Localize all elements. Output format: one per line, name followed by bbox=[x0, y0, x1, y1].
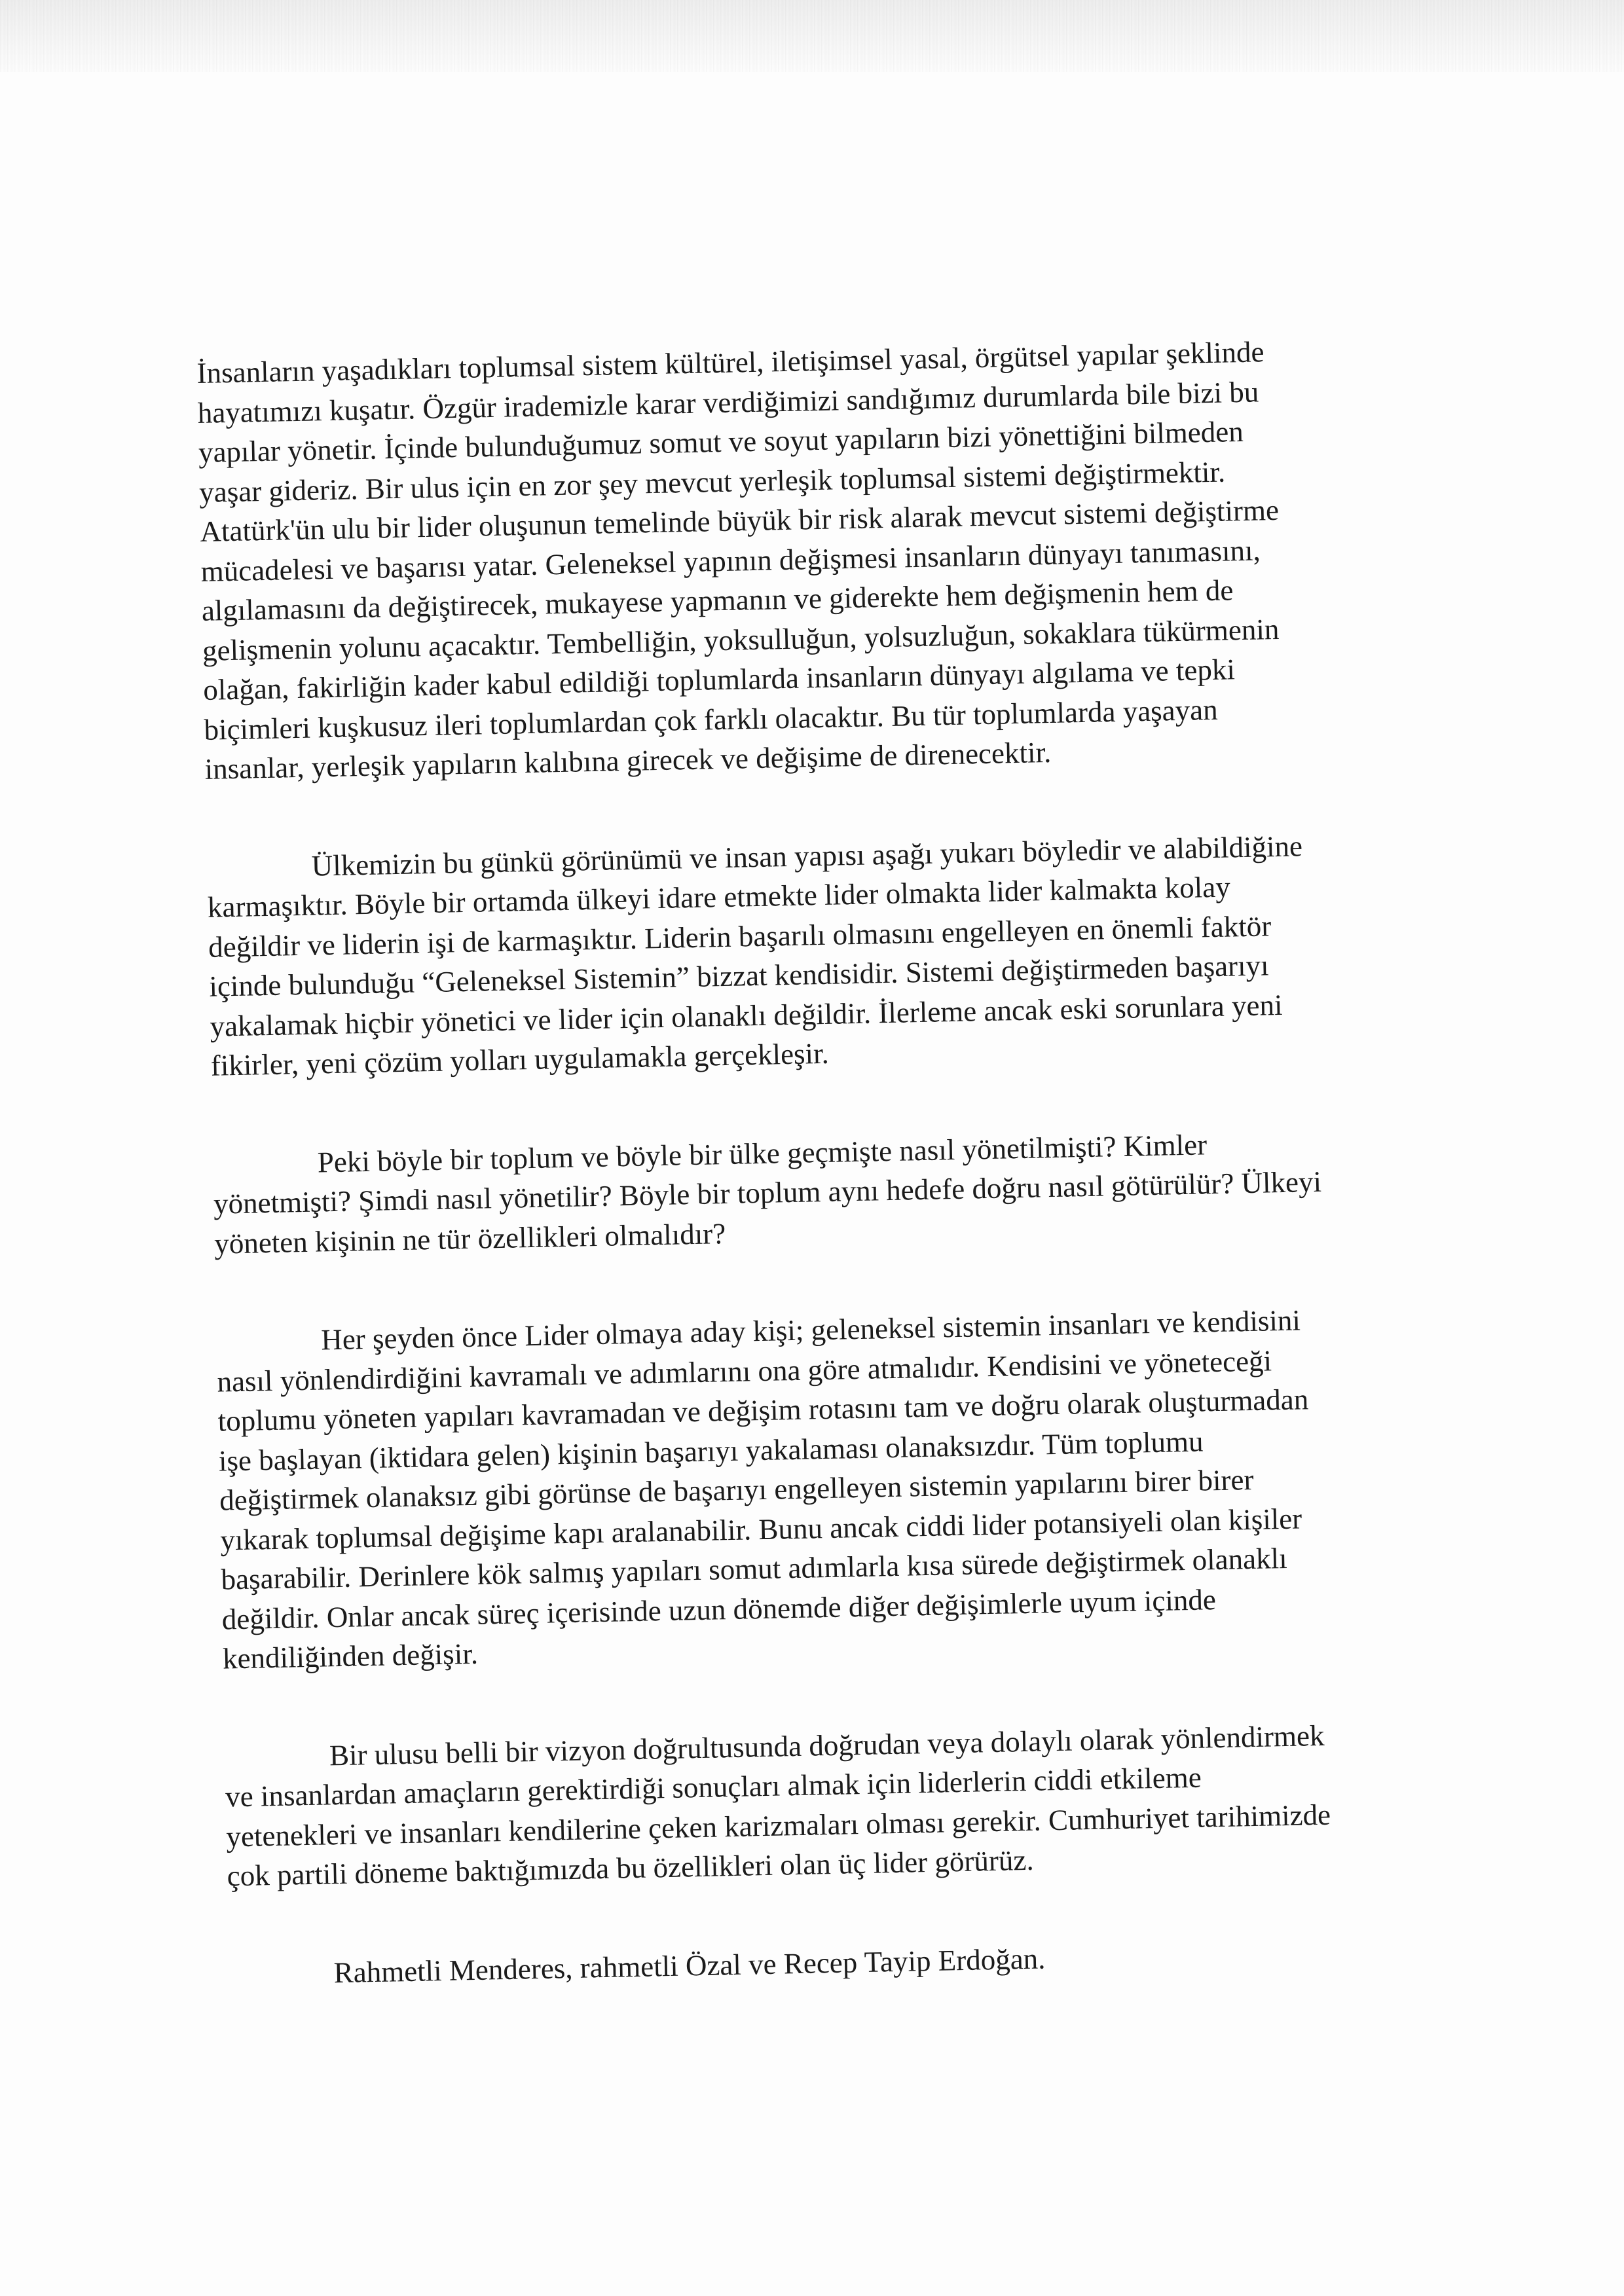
text-line: insanlar, yerleşik yapıların kalıbına girecek ve değişime de direnecektir. bbox=[204, 735, 1052, 786]
text-line: içinde bulunduğu “Geleneksel Sistemin” bizzat kendisidir. Sistemi değiştirmeden başarıyı bbox=[208, 949, 1269, 1003]
text-line: nasıl yönlendirdiğini kavramalı ve adımlarını ona göre atmalıdır. Kendisini ve yöneteceği bbox=[217, 1343, 1272, 1398]
text-line: yakalamak hiçbir yönetici ve lider için olanaklı değildir. İlerleme ancak eski sorunlara yeni bbox=[210, 988, 1283, 1043]
text-line: yetenekleri ve insanları kendilerine çeken karizmaları olması gerekir. Cumhuriyet tarihimizde bbox=[225, 1798, 1331, 1853]
text-line: Atatürk'ün ulu bir lider oluşunun temelinde büyük bir risk alarak mevcut sistemi değiştirme bbox=[199, 493, 1280, 548]
text-line: yıkarak toplumsal değişime kapı aralanabilir. Bunu ancak ciddi lider potansiyeli olan kişiler bbox=[219, 1501, 1302, 1557]
text-line: ve insanlardan amaçların gerektirdiği sonuçları almak için liderlerin ciddi etkileme bbox=[225, 1760, 1202, 1813]
text-line: Ülkemizin bu günkü görünümü ve insan yapısı aşağı yukarı böyledir ve alabildiğine bbox=[311, 829, 1303, 883]
text-line: yönetmişti? Şimdi nasıl yönetilir? Böyle bir toplum aynı hedefe doğru nasıl götürülür? Ülkeyi bbox=[213, 1165, 1322, 1220]
text-line: hayatımızı kuşatır. Özgür irademizle karar verdiğimizi sandığımız durumlarda bile bizi bu bbox=[197, 374, 1259, 429]
paragraph-5 bbox=[224, 1713, 1484, 1896]
text-line: işe başlayan (iktidara gelen) kişinin başarıyı yakalaması olanaksızdır. Tüm toplumu bbox=[218, 1424, 1204, 1478]
text-line: biçimleri kuşkusuz ileri toplumlardan çok farklı olacaktır. Bu tür toplumlarda yaşayan bbox=[204, 693, 1219, 746]
text-line: karmaşıktır. Böyle bir ortamda ülkeyi idare etmekte lider olmakta lider kalmakta kolay bbox=[207, 870, 1231, 924]
text-line: İnsanların yaşadıkları toplumsal sistem kültürel, iletişimsel yasal, örgütsel yapılar şeklinde bbox=[196, 335, 1264, 390]
scan-noise-band bbox=[0, 0, 1624, 72]
text-line: mücadelesi ve başarısı yatar. Geleneksel yapının değişmesi insanların dünyayı tanımasını, bbox=[200, 533, 1261, 588]
text-line: değildir ve liderin işi de karmaşıktır. Liderin başarılı olmasını engelleyen en önemli faktör bbox=[208, 909, 1272, 964]
text-line: Peki böyle bir toplum ve böyle bir ülke geçmişte nasıl yönetilmişti? Kimler bbox=[317, 1127, 1208, 1179]
text-line: çok partili döneme baktığımızda bu özellikleri olan üç lider görürüz. bbox=[227, 1843, 1035, 1893]
paragraph-4 bbox=[216, 1297, 1481, 1679]
text-line: Her şeyden önce Lider olmaya aday kişi; geleneksel sistemin insanları ve kendisini bbox=[320, 1303, 1301, 1357]
text-line: Bir ulusu belli bir vizyon doğrultusunda doğrudan veya dolaylı olarak yönlendirmek bbox=[329, 1719, 1325, 1772]
text-line: başarabilir. Derinlere kök salmış yapıları somut adımlarla kısa sürede değiştirmek olanaklı bbox=[221, 1541, 1288, 1596]
text-line: yöneten kişinin ne tür özellikleri olmalıdır? bbox=[213, 1216, 726, 1260]
document-body bbox=[196, 328, 1486, 1994]
paragraph-1 bbox=[196, 328, 1462, 789]
text-line: toplumu yöneten yapıları kavramadan ve değişim rotasını tam ve doğru olarak oluşturmadan bbox=[217, 1383, 1309, 1438]
text-line: yaşar gideriz. Bir ulus için en zor şey mevcut yerleşik toplumsal sistemi değiştirmektir. bbox=[198, 455, 1226, 509]
text-line: değildir. Onlar ancak süreç içerisinde uzun dönemde diğer değişimlerle uyum içinde bbox=[221, 1582, 1217, 1636]
text-line: değiştirmek olanaksız gibi görünse de başarıyı engelleyen sistemin yapılarını birer birer bbox=[219, 1463, 1254, 1517]
text-line: fikirler, yeni çözüm yolları uygulamakla gerçekleşir. bbox=[210, 1036, 830, 1082]
text-line: gelişmenin yolunu açacaktır. Tembelliğin, yoksulluğun, yolsuzluğun, sokaklara tükürmenin bbox=[202, 612, 1280, 667]
text-line: Rahmetli Menderes, rahmetli Özal ve Recep Tayip Erdoğan. bbox=[333, 1941, 1046, 1989]
text-line: yapılar yönetir. İçinde bulunduğumuz somut ve soyut yapıların bizi yönettiğini bilmeden bbox=[198, 414, 1244, 469]
text-line: kendiliğinden değişir. bbox=[222, 1637, 479, 1675]
text-line: olağan, fakirliğin kader kabul edildiği toplumlarda insanların dünyayı algılama ve tepki bbox=[202, 653, 1236, 706]
text-line: algılamasını da değiştirecek, mukayese yapmanın ve giderekte hem değişmenin hem de bbox=[201, 574, 1234, 627]
paragraph-2 bbox=[206, 823, 1468, 1085]
